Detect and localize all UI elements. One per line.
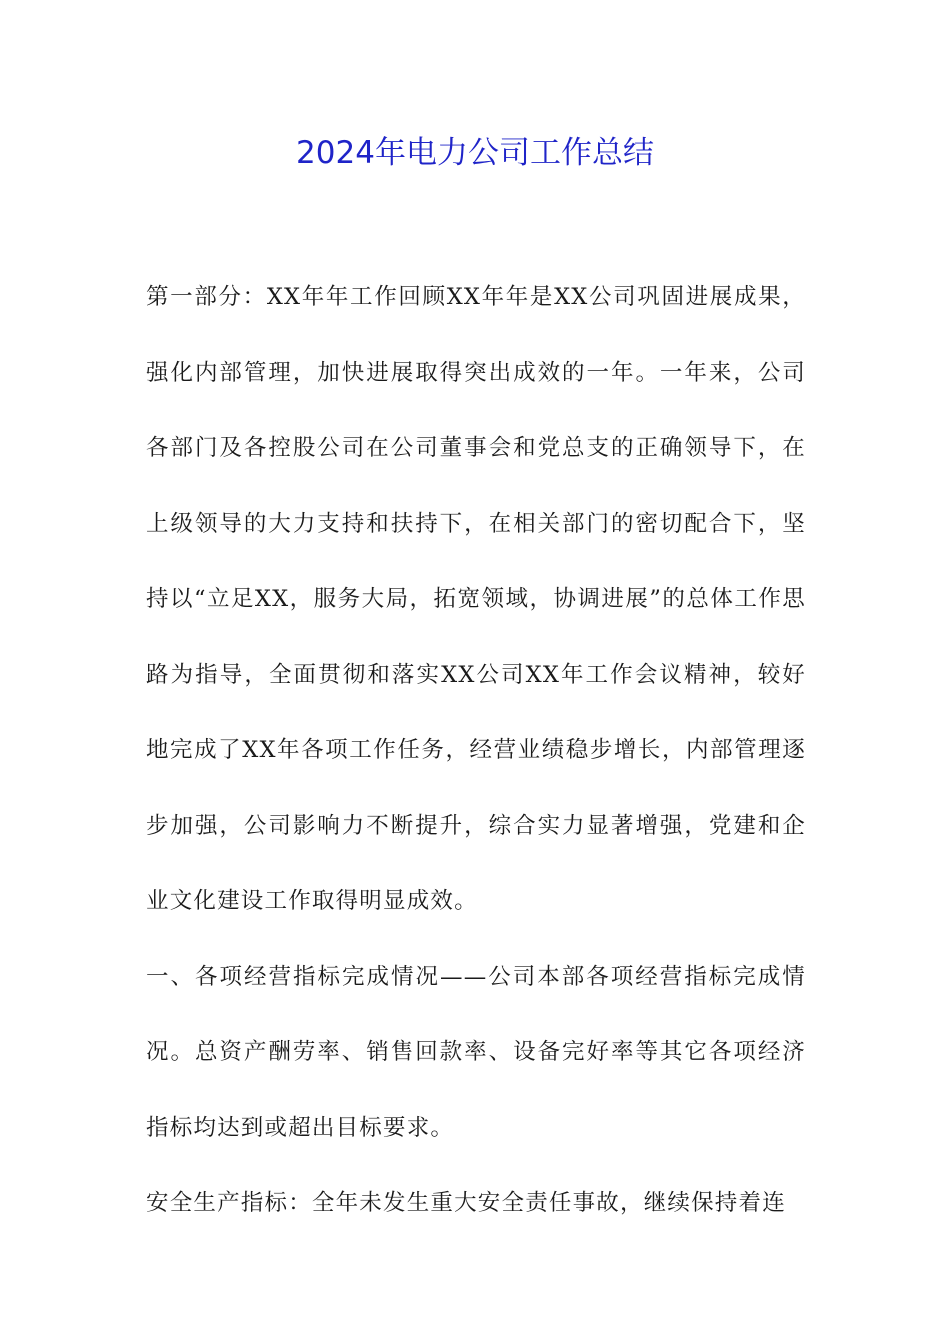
document-body	[146, 260, 806, 1242]
paragraph-business-indicators: 一、各项经营指标完成情况——公司本部各项经营指标完成情况。总资产酬劳率、销售回款率、设备完好率等其它各项经济指标均达到或超出目标要求。	[146, 963, 806, 1141]
document-title: 2024年电力公司工作总结	[296, 135, 654, 171]
paragraph-safety-indicators: 安全生产指标：全年未发生重大安全责任事故，继续保持着连	[146, 1190, 786, 1216]
paragraph-work-review: 第一部分：XX年年工作回顾XX年年是XX公司巩固进展成果，强化内部管理，加快进展取得突出成效的一年。一年来，公司各部门及各控股公司在公司董事会和党总支的正确领导下，在上级领导的大力支持和扶持下，在相关部门的密切配合下，坚持以“立足XX，服务大局，拓宽领域，协调进展”的总体工作思路为指导，全面贯彻和落实XX公司XX年工作会议精神，较好地完成了XX年各项工作任务，经营业绩稳步增长，内部管理逐步加强，公司影响力不断提升，综合实力显著增强，党建和企业文化建设工作取得明显成效。	[146, 284, 806, 914]
